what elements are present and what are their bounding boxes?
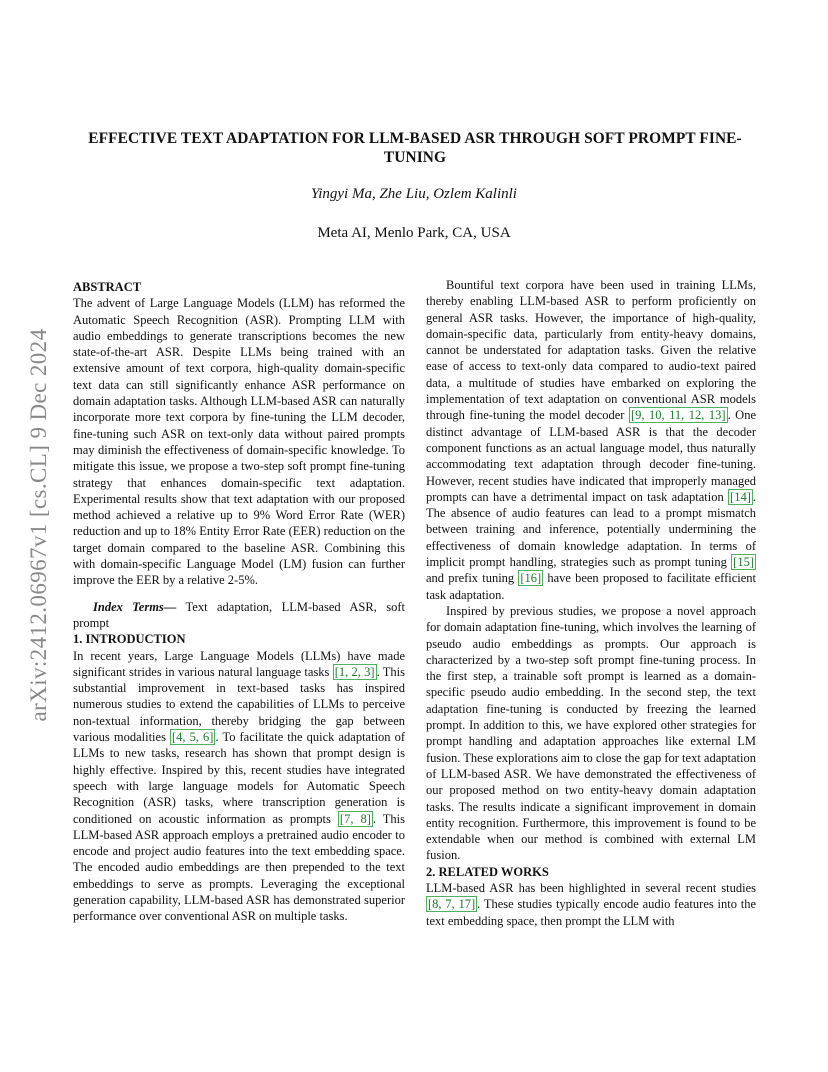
affiliation: Meta AI, Menlo Park, CA, USA [317,225,511,241]
index-terms-label: Index Terms— [93,599,177,614]
intro-paragraph-3: Inspired by previous studies, we propose a novel approach for domain adaptation fine-tuning, which involves the learning of pseudo audio embeddings as prompts. Our approach is characterized by a two-step soft prompt fine-tuning process. In the first step, a trainable soft prompt is learned as a domain-specific pseudo audio embedding. In the second step, the text adaptation fine-tuning is conducted by freezing the learned prompt. In addition to this, we have explored other strategies for prompt handling and adaptation approaches like external LM fusion. These explorations aim to close the gap for text adaptation of LLM-based ASR. We have demonstrated the effectiveness of our proposed method on two entity-heavy domain adaptation tasks. The results indicate a significant improvement in domain entity recognition. Furthermore, this improvement is found to be extendable when our method is combined with external LM fusion. [426,603,756,863]
abstract-text: The advent of Large Language Models (LLM) has reformed the Automatic Speech Recognition (ASR). Prompting LLM with audio embeddings to generate transcriptions becomes the new state-of-the-art ASR. Despite LLMs being trained with an extensive amount of text corpora, high-quality domain-specific text data can still significantly enhance ASR performance on domain adaptation tasks. Although LLM-based ASR can naturally incorporate more text corpora by fine-tuning the LLM decoder, fine-tuning such ASR on text-only data without paired prompts may diminish the effectiveness of domain-specific knowledge. To mitigate this issue, we propose a two-step soft prompt fine-tuning strategy that enhances domain-specific text adaptation. Experimental results show that text adaptation with our proposed method achieved a relative up to 9% Word Error Rate (WER) reduction and up to 18% Entity Error Rate (EER) reduction on the target domain compared to the baseline ASR. Combining this with domain-specific Language Model (LM) fusion can further improve the EER by a relative 2-5%. [73,296,405,588]
index-terms-text: Text adaptation, LLM-based ASR, soft prompt [73,599,405,630]
right-column [426,277,756,929]
text-run: In recent years, Large Language Models (LLMs) have made significant strides in various natural language tasks [73,648,405,679]
citation-link[interactable]: [1, 2, 3] [334,664,375,679]
intro-paragraph-1 [73,648,405,925]
citation-link[interactable]: [15] [733,555,754,570]
arxiv-watermark [24,290,54,760]
text-run: . This substantial improvement in text-based tasks has inspired numerous studies to extend the capabilities of LLMs to perceive non-textual information, thereby bridging the gap between various modalities [73,664,405,745]
citation-link[interactable]: [16] [520,571,542,586]
index-terms [73,599,405,632]
text-run: have been proposed to facilitate efficient task adaptation. [426,571,756,602]
text-run: . These studies typically encode audio features into the text embedding space, then prompt the LLM with [426,897,756,928]
text-run: . To facilitate the quick adaptation of LLMs to new tasks, research has shown that prompt design is highly effective. Inspired by this, recent studies have integrated speech with large language models for Automatic Speech Recognition (ASR) tasks, where transcription generation is conditioned on acoustic information as prompts [73,730,406,826]
intro-paragraph-2 [426,277,756,603]
text-run: . This LLM-based ASR approach employs a pretrained audio encoder to encode and project audio features into the text embedding space. The encoded audio embeddings are then prepended to the text embeddings to serve as prompts. Leveraging the exceptional generation capability, LLM-based ASR has demonstrated superior performance over conventional ASR on multiple tasks. [73,811,406,924]
text-run: . The absence of audio features can lead to a prompt mismatch between training and inference, potentially undermining the effectiveness of domain knowledge adaptation. In terms of implicit prompt handling, strategies such as prompt tuning [426,489,756,570]
introduction-heading: 1. INTRODUCTION [73,632,186,647]
citation-link[interactable]: [7, 8] [339,811,371,826]
citation-link[interactable]: [14] [730,489,751,504]
abstract-heading: ABSTRACT [73,280,142,294]
citation-link[interactable]: [9, 10, 11, 12, 13] [630,408,726,423]
citation-link[interactable]: [4, 5, 6] [172,730,214,745]
related-paragraph-1 [426,880,756,929]
related-works-heading: 2. RELATED WORKS [426,864,549,879]
paper-title: EFFECTIVE TEXT ADAPTATION FOR LLM-BASED ASR THROUGH SOFT PROMPT FINE-TUNING [88,130,742,166]
authors: Yingyi Ma, Zhe Liu, Ozlem Kalinli [311,186,517,202]
text-run: and prefix tuning [426,571,519,586]
text-run: . One distinct advantage of LLM-based ASR is that the decoder component functions as an actual language model, thus naturally accommodating text adaptation through decoder fine-tuning. However, recent studies have indicated that improperly managed prompts can have a detrimental impact on task adaptation [426,408,757,504]
left-column [73,279,405,925]
text-run: Bountiful text corpora have been used in training LLMs, thereby enabling LLM-based ASR to perform proficiently on general ASR tasks. However, the importance of high-quality, domain-specific data, particularly from entity-heavy domains, cannot be understated for adaptation tasks. Given the relative ease of access to text-only data compared to audio-text paired data, a multitude of studies have embarked on exploring the implementation of text adaptation on conventional ASR models through fine-tuning the model decoder [426,278,756,423]
text-run: LLM-based ASR has been highlighted in several recent studies [426,880,756,895]
citation-link[interactable]: [8, 7, 17] [428,897,476,912]
arxiv-id: arXiv:2412.06967v1 [cs.CL] 9 Dec 2024 [26,328,51,722]
